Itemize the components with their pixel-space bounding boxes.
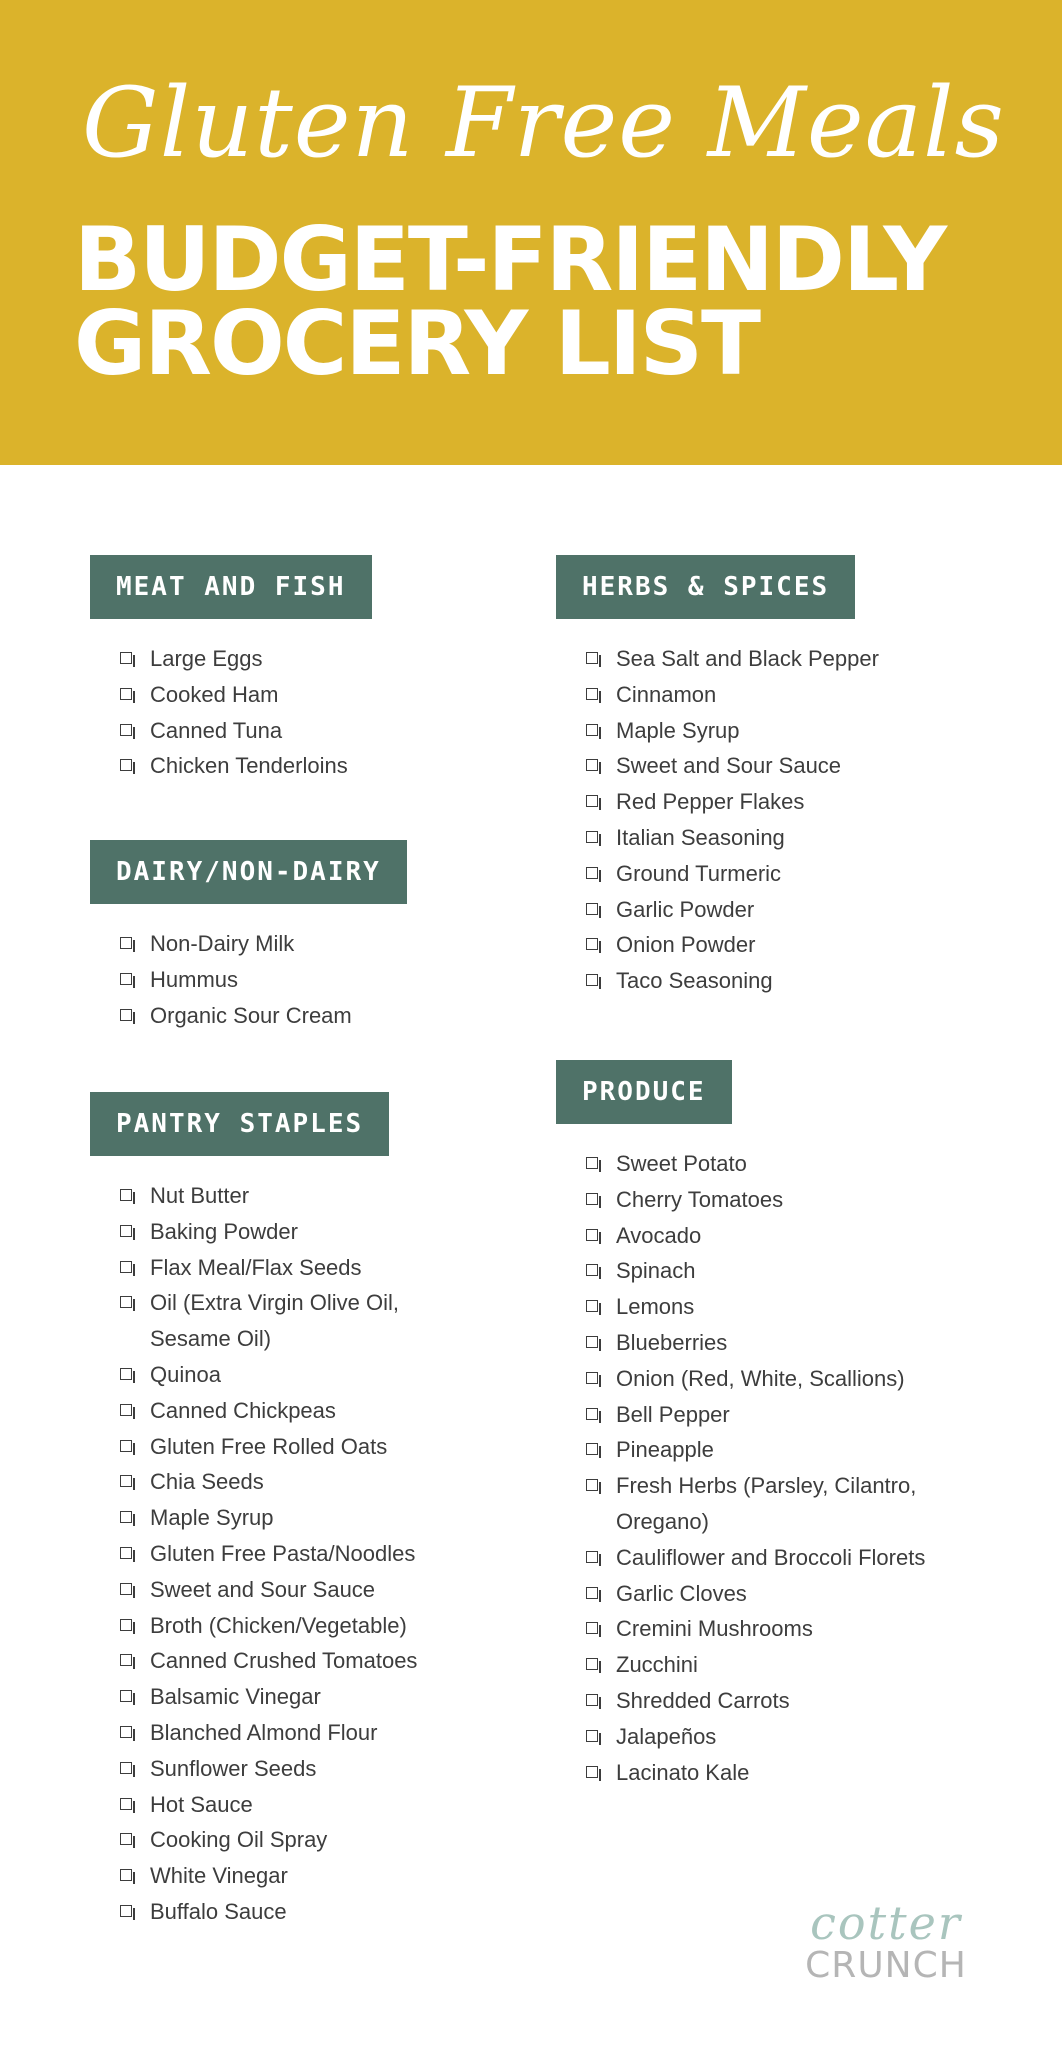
list-item [586,784,996,820]
list-item [586,1719,996,1755]
checkbox-icon [120,1726,132,1738]
item-list [556,641,996,999]
list-item [120,998,530,1034]
list-item [120,1679,530,1715]
section-title-pantry: PANTRY STAPLES [90,1092,389,1156]
item-label: Chia Seeds [150,1469,264,1495]
checkbox-icon [120,759,132,771]
item-label: Italian Seasoning [616,824,785,850]
list-item [586,856,996,892]
item-label: Fresh Herbs (Parsley, Cilantro, Oregano) [616,1473,917,1534]
checkbox-icon [586,724,598,736]
item-label: Red Pepper Flakes [616,789,805,815]
list-item [120,962,530,998]
item-list [90,641,530,784]
item-label: Avocado [616,1222,702,1248]
list-item [120,1643,530,1679]
list-item [586,1432,996,1468]
item-label: Balsamic Vinegar [150,1684,321,1710]
list-item [120,1822,530,1858]
checkbox-icon [120,973,132,985]
section-herbs [556,555,996,999]
item-label: Chicken Tenderloins [150,753,348,779]
item-label: Spinach [616,1258,696,1284]
list-item [120,1715,530,1751]
item-label: Sweet Potato [616,1151,747,1176]
checkbox-icon [586,1336,598,1348]
item-label: Garlic Cloves [616,1580,747,1606]
item-list [556,1146,996,1790]
checkbox-icon [586,1658,598,1670]
list-item [120,1393,530,1429]
item-label: Oil (Extra Virgin Olive Oil, Sesame Oil) [150,1290,399,1352]
list-item [586,1755,996,1791]
checkbox-icon [586,795,598,807]
list-item [120,1536,530,1572]
checkbox-icon [120,1296,132,1308]
list-item [120,1214,530,1250]
page-title [74,208,946,395]
item-label: Cherry Tomatoes [616,1186,784,1212]
list-item [120,1894,530,1930]
checkbox-icon [120,1189,132,1201]
checkbox-icon [120,1833,132,1845]
checkbox-icon [120,1905,132,1917]
item-label: Maple Syrup [150,1505,274,1531]
list-item [586,1683,996,1719]
checkbox-icon [120,1798,132,1810]
list-item [120,1608,530,1644]
list-item [586,1146,996,1182]
item-label: Cauliflower and Broccoli Florets [616,1544,926,1570]
item-label: Quinoa [150,1361,221,1387]
checkbox-icon [586,1443,598,1455]
item-label: Non-Dairy Milk [150,931,295,956]
section-title-herbs: HERBS & SPICES [556,555,855,619]
item-label: Flax Meal/Flax Seeds [150,1254,362,1280]
item-label: Onion (Red, White, Scallions) [616,1365,905,1391]
item-label: Hot Sauce [150,1791,253,1817]
item-label: Large Eggs [150,646,263,671]
script-title: Gluten Free Meals [82,67,1005,179]
checkbox-icon [586,1730,598,1742]
checkbox-icon [586,688,598,700]
list-item [586,1218,996,1254]
checkbox-icon [586,759,598,771]
list-item [120,1178,530,1214]
list-item [586,820,996,856]
list-item [586,1611,996,1647]
item-label: Canned Chickpeas [150,1397,336,1423]
item-label: Blueberries [616,1329,728,1355]
brand-logo [796,1896,976,1986]
item-label: Baking Powder [150,1218,298,1244]
list-item [120,1572,530,1608]
list-item [120,1429,530,1465]
checkbox-icon [120,1869,132,1881]
list-item [586,748,996,784]
list-item [586,892,996,928]
item-label: Ground Turmeric [616,860,782,886]
list-item [120,748,530,784]
list-item [586,1289,996,1325]
list-item [586,677,996,713]
checkbox-icon [120,1261,132,1273]
checkbox-icon [586,1766,598,1778]
checkbox-icon [586,938,598,950]
item-label: Cooking Oil Spray [150,1827,328,1853]
checkbox-icon [586,1587,598,1599]
list-item [586,1182,996,1218]
item-label: Onion Powder [616,932,756,958]
item-label: Organic Sour Cream [150,1002,352,1028]
list-item [586,927,996,963]
item-label: Lemons [616,1294,695,1320]
list-item [586,641,996,677]
item-label: Garlic Powder [616,896,755,922]
item-label: Zucchini [616,1652,698,1678]
list-item [586,1361,996,1397]
checkbox-icon [586,1300,598,1312]
item-label: Sunflower Seeds [150,1755,317,1781]
checkbox-icon [120,1440,132,1452]
checkbox-icon [120,1619,132,1631]
item-list [90,926,530,1033]
checkbox-icon [120,1404,132,1416]
checkbox-icon [120,1654,132,1666]
header-banner [0,0,1062,465]
checkbox-icon [120,1225,132,1237]
item-label: Sweet and Sour Sauce [150,1576,376,1602]
checkbox-icon [120,688,132,700]
list-item [120,1464,530,1500]
section-title-meat-fish: MEAT AND FISH [90,555,372,619]
item-label: Nut Butter [150,1183,250,1208]
section-meat-fish [90,555,530,784]
logo-script: cotter [810,1896,962,1950]
item-label: Blanched Almond Flour [150,1719,378,1745]
list-item [586,713,996,749]
list-item [586,963,996,999]
section-title-dairy: DAIRY/NON-DAIRY [90,840,407,904]
item-label: Broth (Chicken/Vegetable) [150,1612,407,1638]
item-label: Maple Syrup [616,717,740,743]
checkbox-icon [120,937,132,949]
checkbox-icon [120,724,132,736]
list-item [120,926,530,962]
section-produce [556,1060,996,1790]
section-title-produce: PRODUCE [556,1060,732,1124]
checkbox-icon [586,903,598,915]
list-item [586,1540,996,1576]
item-label: Jalapeños [616,1723,717,1749]
list-item [120,1357,530,1393]
checkbox-icon [586,1408,598,1420]
item-label: Cremini Mushrooms [616,1616,813,1642]
section-dairy [90,840,530,1033]
item-label: Pineapple [616,1437,714,1463]
title-line-1: BUDGET-FRIENDLY [74,208,946,311]
item-label: Sea Salt and Black Pepper [616,646,879,671]
checkbox-icon [586,1622,598,1634]
checkbox-icon [586,1193,598,1205]
logo-word: CRUNCH [805,1945,967,1986]
checkbox-icon [586,1372,598,1384]
list-item [120,1787,530,1823]
item-label: Bell Pepper [616,1401,730,1427]
list-item [120,1858,530,1894]
list-item [120,1751,530,1787]
item-label: Canned Tuna [150,717,283,743]
item-label: Cinnamon [616,681,717,707]
checkbox-icon [120,1690,132,1702]
list-item [586,1468,996,1540]
list-item [120,677,530,713]
item-label: Hummus [150,966,239,992]
checkbox-icon [120,1583,132,1595]
title-line-2: GROCERY LIST [74,292,760,395]
checkbox-icon [120,1475,132,1487]
item-label: Sweet and Sour Sauce [616,753,842,779]
checkbox-icon [586,1229,598,1241]
checkbox-icon [120,1511,132,1523]
checkbox-icon [120,1009,132,1021]
item-label: Buffalo Sauce [150,1898,287,1924]
item-label: Lacinato Kale [616,1759,750,1785]
item-list [90,1178,530,1930]
section-pantry [90,1092,530,1930]
checkbox-icon [586,867,598,879]
checkbox-icon [120,1547,132,1559]
list-item [586,1576,996,1612]
item-label: Canned Crushed Tomatoes [150,1648,418,1674]
checkbox-icon [586,1479,598,1491]
checkbox-icon [120,1762,132,1774]
checkbox-icon [586,1264,598,1276]
checkbox-icon [586,1551,598,1563]
checkbox-icon [586,974,598,986]
list-item [586,1253,996,1289]
list-item [120,641,530,677]
checkbox-icon [586,652,598,664]
item-label: White Vinegar [150,1863,288,1889]
item-label: Gluten Free Pasta/Noodles [150,1540,416,1566]
item-label: Shredded Carrots [616,1687,790,1713]
checkbox-icon [120,1368,132,1380]
list-item [586,1397,996,1433]
checkbox-icon [586,1694,598,1706]
checkbox-icon [120,652,132,664]
item-label: Gluten Free Rolled Oats [150,1433,388,1459]
list-item [586,1325,996,1361]
list-item [120,1285,530,1357]
list-item [120,713,530,749]
list-item [120,1500,530,1536]
list-item [120,1250,530,1286]
checkbox-icon [586,1157,598,1169]
list-item [586,1647,996,1683]
checkbox-icon [586,831,598,843]
item-label: Cooked Ham [150,681,279,707]
item-label: Taco Seasoning [616,968,773,994]
